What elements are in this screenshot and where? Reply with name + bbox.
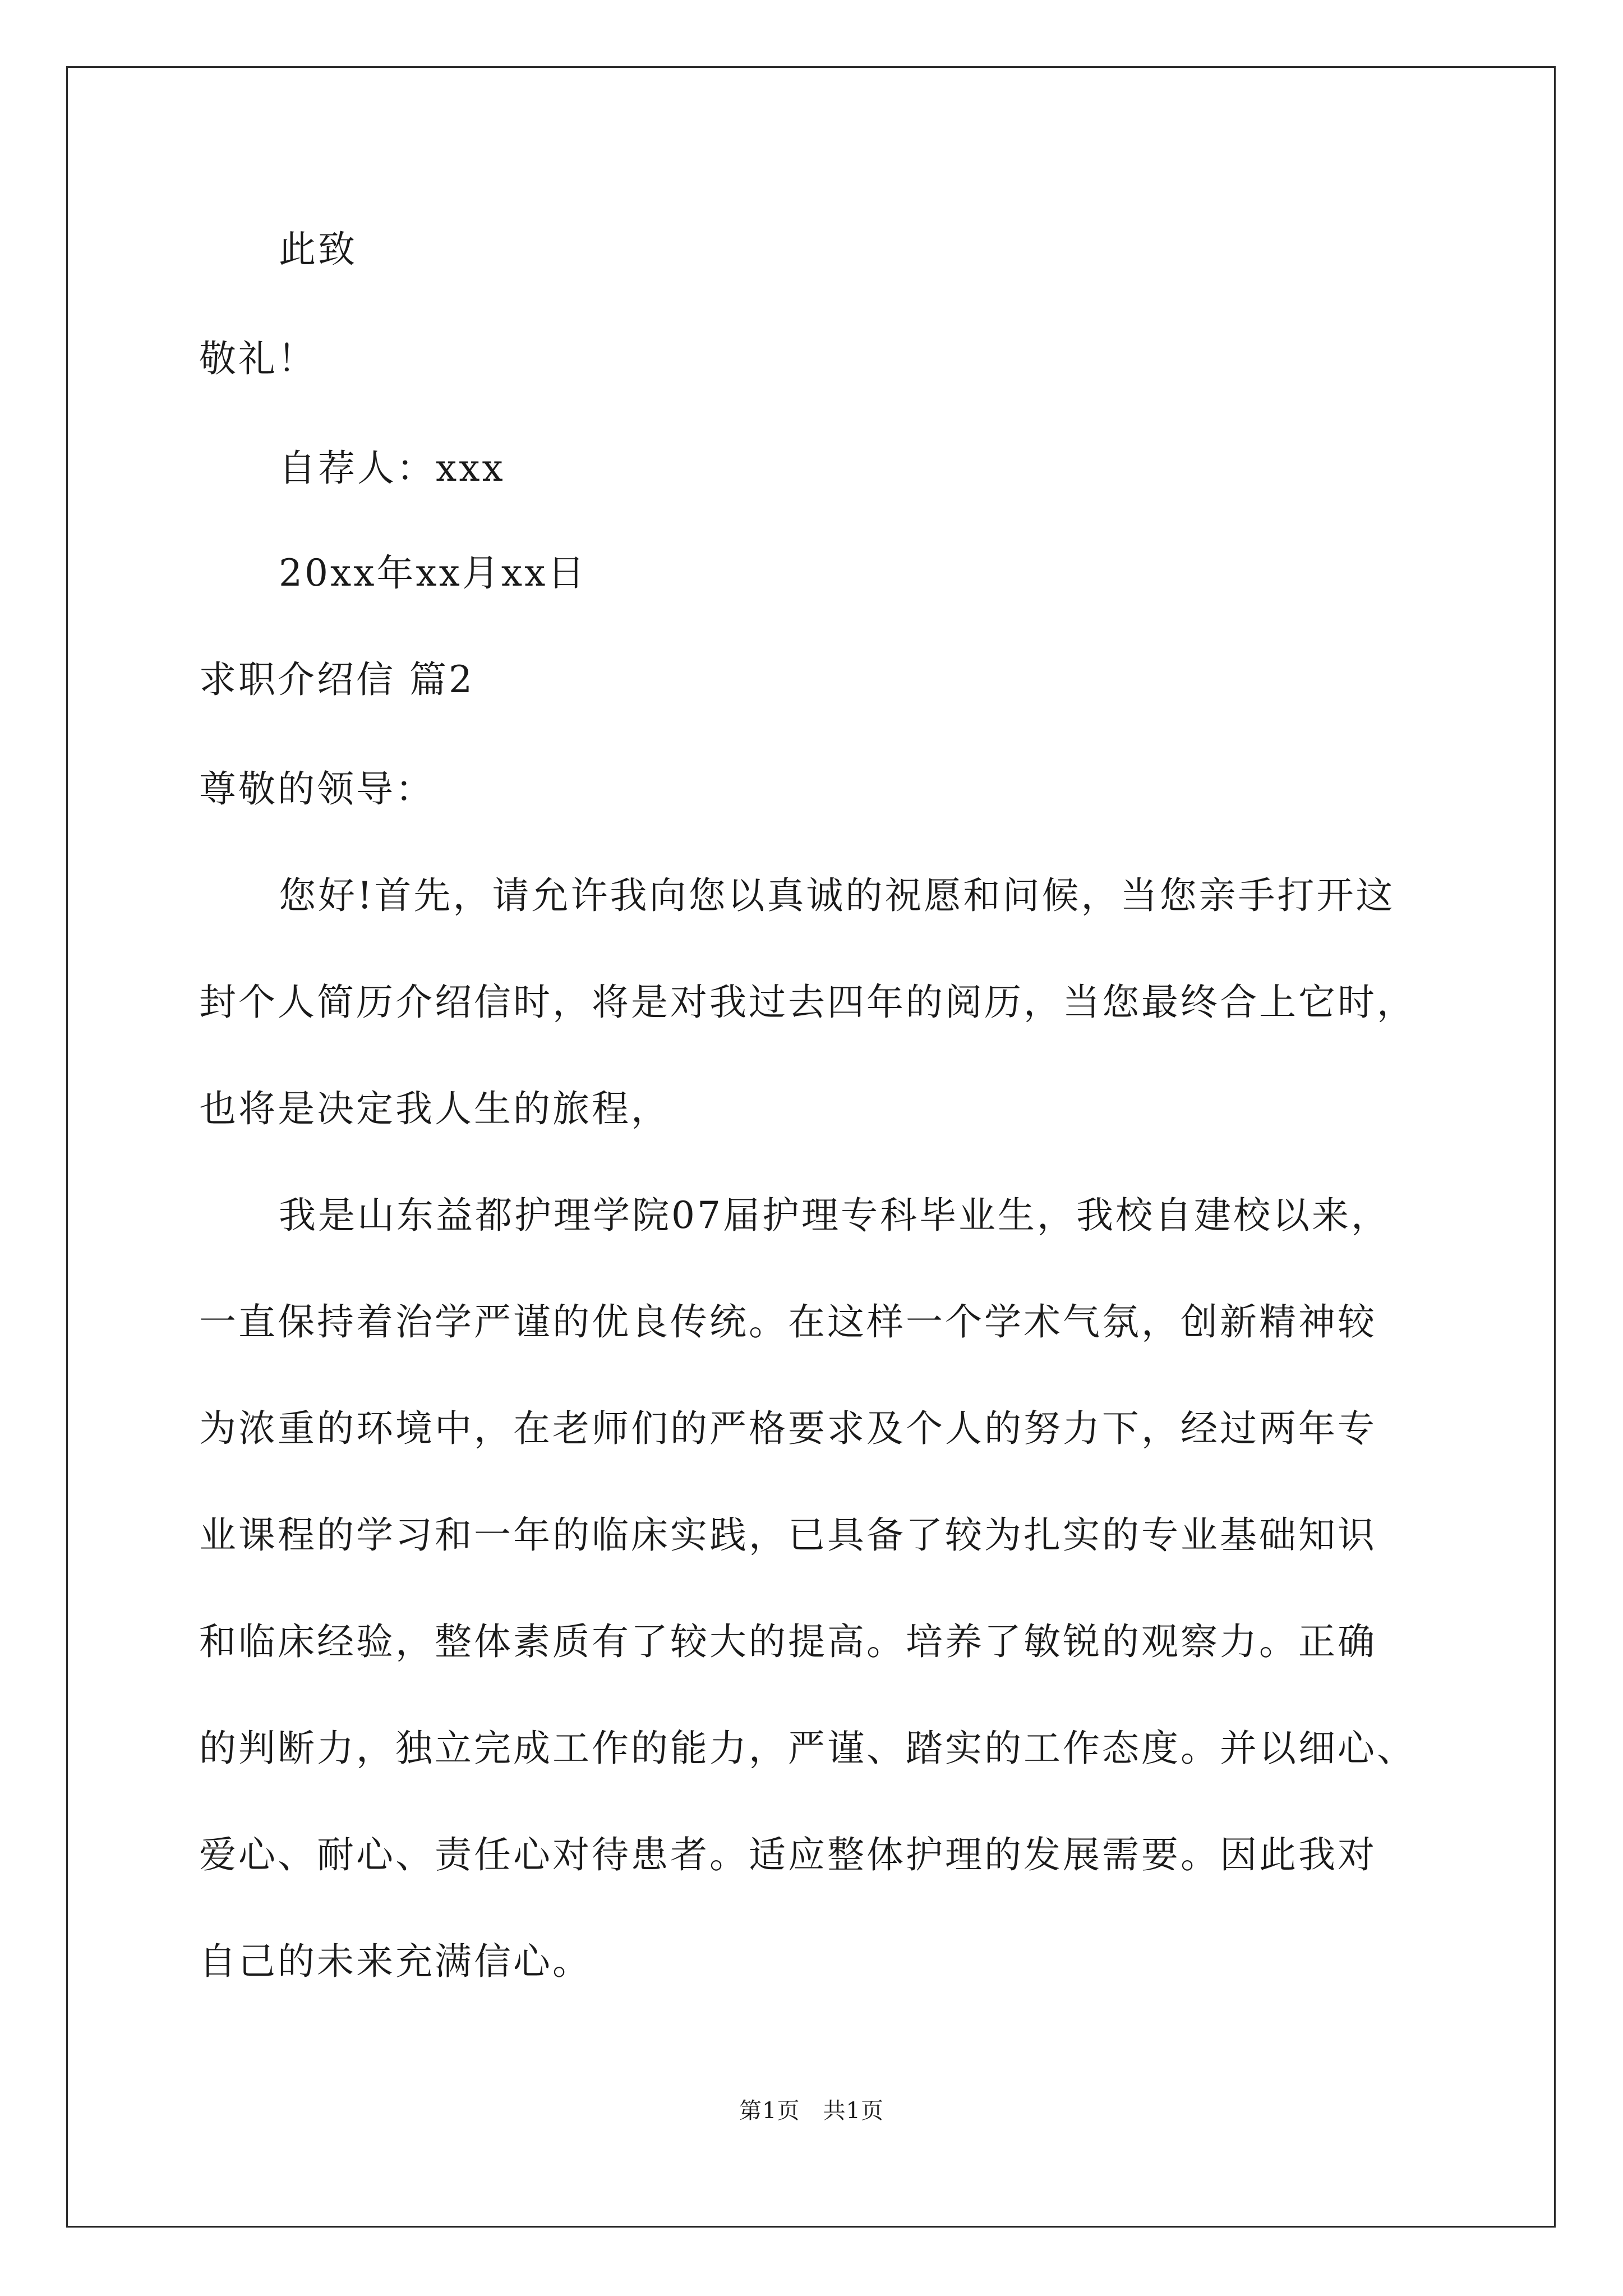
paragraph-1-line: 也将是决定我人生的旅程， (199, 1087, 670, 1130)
paragraph-2-line: 为浓重的环境中，在老师们的严格要求及个人的努力下，经过两年专 (199, 1407, 1377, 1450)
paragraph-2-line: 的判断力，独立完成工作的能力，严谨、踏实的工作态度。并以细心、 (199, 1727, 1416, 1770)
page-footer: 第1页 共1页 (739, 2098, 884, 2124)
paragraph-2-line: 自己的未来充满信心。 (199, 1940, 592, 1983)
closing-salutation-1: 此致 (279, 228, 357, 271)
paragraph-2-line: 业课程的学习和一年的临床实践，已具备了较为扎实的专业基础知识 (199, 1513, 1377, 1557)
paragraph-2-line: 和临床经验，整体素质有了较大的提高。培养了敏锐的观察力。正确 (199, 1620, 1377, 1663)
paragraph-1-line: 您好!首先，请允许我向您以真诚的祝愿和问候，当您亲手打开这 (279, 874, 1395, 917)
paragraph-2-line: 我是山东益都护理学院07届护理专科毕业生，我校自建校以来， (279, 1194, 1390, 1237)
paragraph-1-line: 封个人简历介绍信时，将是对我过去四年的阅历，当您最终合上它时， (199, 981, 1416, 1024)
closing-salutation-2: 敬礼！ (199, 337, 317, 380)
date-line: 20xx年xx月xx日 (279, 551, 587, 595)
page-border (66, 66, 1556, 2228)
paragraph-2-line: 爱心、耐心、责任心对待患者。适应整体护理的发展需要。因此我对 (199, 1833, 1377, 1876)
signature-line: 自荐人：xxx (279, 447, 505, 490)
section-heading: 求职介绍信 篇2 (199, 658, 474, 701)
paragraph-2-line: 一直保持着治学严谨的优良传统。在这样一个学术气氛，创新精神较 (199, 1300, 1377, 1343)
greeting-line: 尊敬的领导： (199, 767, 435, 811)
